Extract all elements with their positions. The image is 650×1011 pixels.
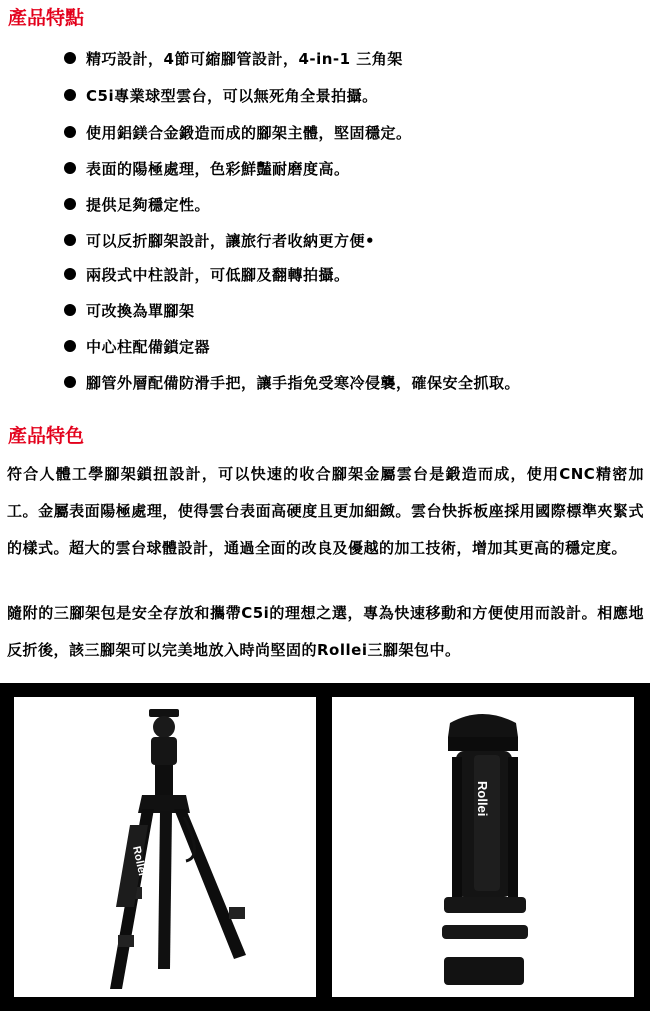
rollei-logo: Rollei	[130, 845, 149, 877]
feature-text: 中心柱配備鎖定器	[86, 337, 211, 356]
bullet-icon	[64, 89, 76, 101]
bullet-icon	[64, 126, 76, 138]
feature-text: 使用鋁鎂合金鍛造而成的腳架主體，堅固穩定。	[86, 123, 412, 142]
product-photo-frame	[0, 683, 650, 1011]
bullet-icon	[64, 304, 76, 316]
tripod-standing-image	[14, 697, 316, 997]
bullet-icon	[64, 162, 76, 174]
feature-item	[64, 366, 520, 398]
features-heading: 產品特點	[8, 7, 85, 29]
feature-text: 可改換為單腳架	[86, 301, 195, 320]
tripod-folded-photo	[332, 697, 634, 997]
bullet-icon	[64, 234, 76, 246]
feature-text: 精巧設計，4節可縮腳管設計，4-in-1 三角架	[86, 49, 403, 68]
bullet-icon	[64, 376, 76, 388]
feature-text: 兩段式中柱設計，可低腳及翻轉拍攝。	[86, 265, 350, 284]
tripod-folded-image	[332, 697, 634, 997]
rollei-logo: Rollei	[475, 781, 490, 817]
feature-item	[64, 116, 412, 148]
feature-text: 可以反折腳架設計，讓旅行者收納更方便•	[86, 231, 376, 250]
feature-item	[64, 258, 350, 290]
feature-item	[64, 152, 350, 184]
bullet-icon	[64, 268, 76, 280]
tripod-bag-paragraph: 隨附的三腳架包是安全存放和攜帶C5i的理想之選，專為快速移動和方便使用而設計。相應地反折後，該三腳架可以完美地放入時尚堅固的Rollei三腳架包中。	[7, 604, 644, 659]
feature-text: 提供足夠穩定性。	[86, 195, 211, 214]
feature-item	[64, 224, 375, 256]
feature-text: 表面的陽極處理，色彩鮮豔耐磨度高。	[86, 159, 350, 178]
feature-item	[64, 42, 403, 74]
feature-item	[64, 330, 210, 362]
bullet-icon	[64, 52, 76, 64]
feature-item	[64, 188, 210, 220]
feature-text: C5i專業球型雲台，可以無死角全景拍攝。	[86, 86, 378, 105]
bullet-icon	[64, 340, 76, 352]
feature-item	[64, 294, 195, 326]
description-paragraph: 符合人體工學腳架鎖扭設計，可以快速的收合腳架金屬雲台是鍛造而成，使用CNC精密加工。金屬表面陽極處理，使得雲台表面高硬度且更加細緻。雲台快拆板座採用國際標準夾緊式的樣式。超大的雲台球體設計，通過全面的改良及優越的加工技術，增加其更高的穩定度。	[7, 465, 644, 557]
feature-item	[64, 79, 378, 111]
characteristics-heading: 產品特色	[8, 425, 85, 447]
feature-text: 腳管外層配備防滑手把，讓手指免受寒冷侵襲，確保安全抓取。	[86, 373, 521, 392]
tripod-standing-photo	[14, 697, 316, 997]
bullet-icon	[64, 198, 76, 210]
